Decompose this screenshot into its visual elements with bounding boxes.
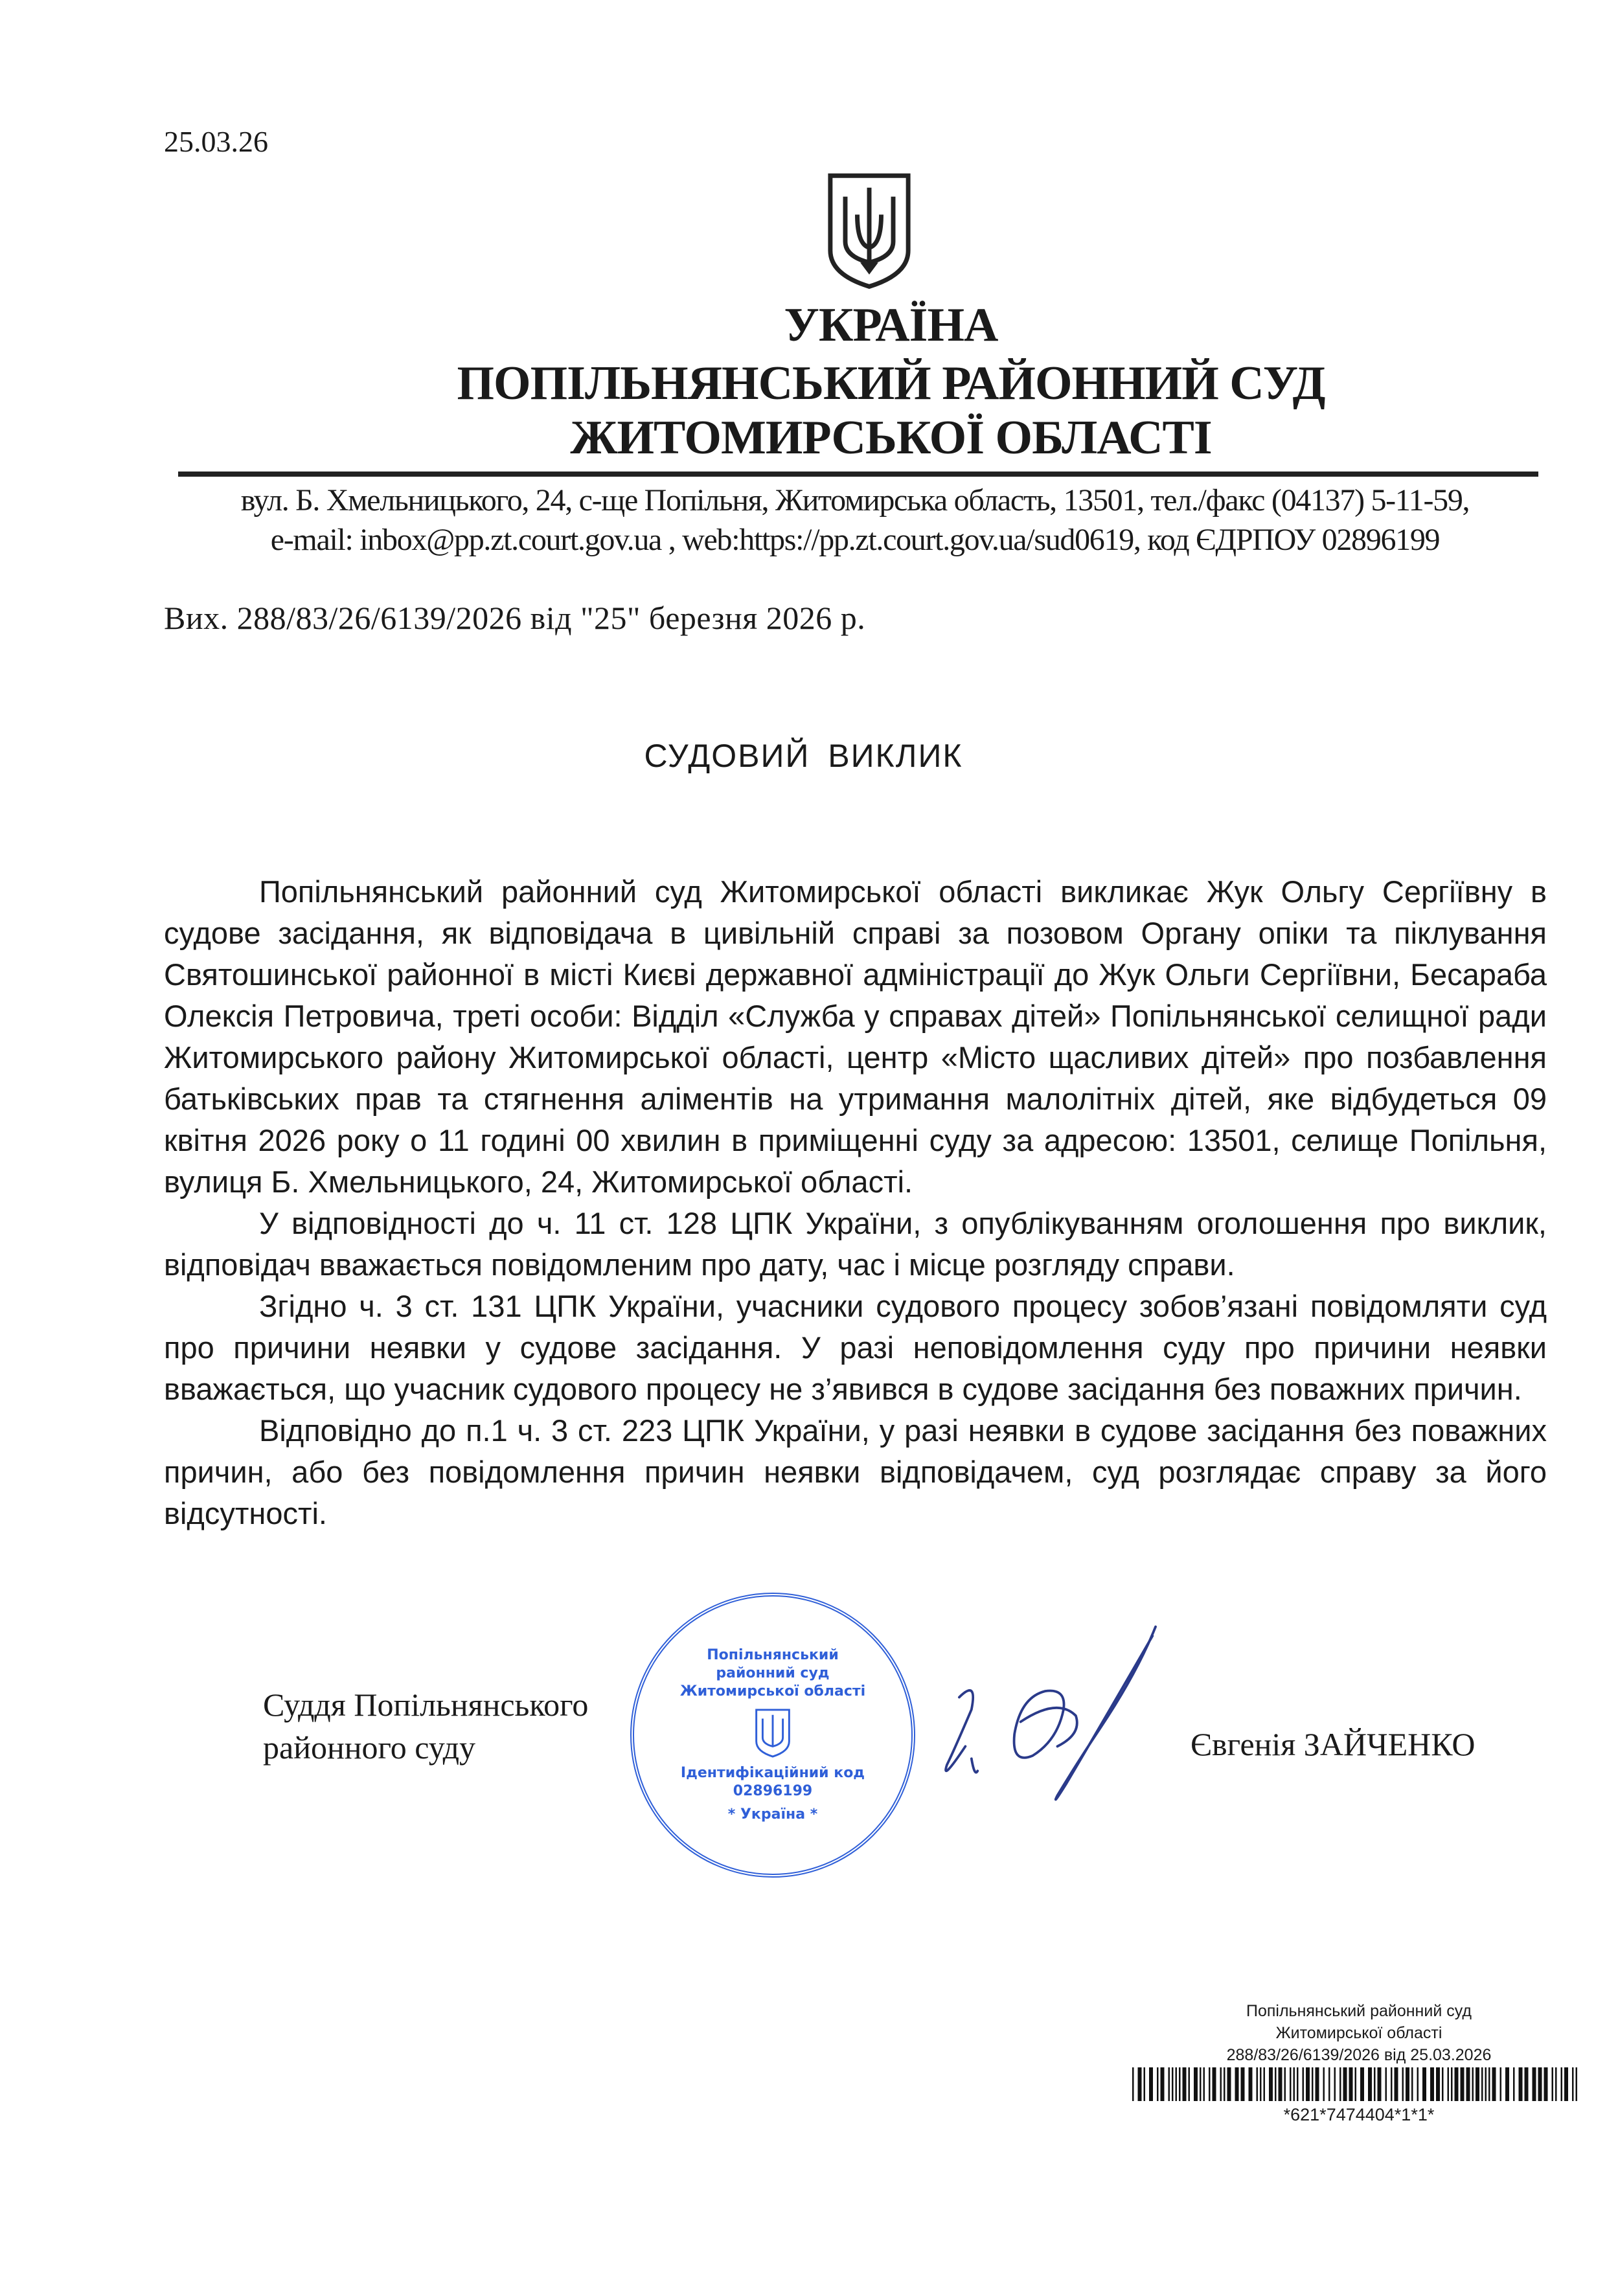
barcode-bar (1316, 2067, 1319, 2101)
barcode-bar (1132, 2067, 1134, 2101)
barcode-bar (1395, 2067, 1398, 2101)
barcode-bar (1328, 2067, 1330, 2101)
barcode-bar (1552, 2067, 1554, 2101)
barcode-bar (1472, 2067, 1474, 2101)
barcode-bar (1157, 2067, 1159, 2101)
barcode-bar (1500, 2067, 1502, 2101)
court-contacts: e-mail: inbox@pp.zt.court.gov.ua , web:https://pp.zt.court.gov.ua/sud0619, код ЄДРПОУ 02896199 (270, 523, 1440, 557)
barcode-bar (1485, 2067, 1487, 2101)
barcode-bar (1572, 2067, 1574, 2101)
registration-region: Житомирської області (1275, 2024, 1442, 2042)
document-body (164, 871, 1547, 1534)
date-stamp: 25.03.26 (164, 125, 268, 158)
barcode-bar (1168, 2067, 1170, 2101)
barcode-bar (1149, 2067, 1153, 2101)
barcode-bar (1378, 2067, 1382, 2101)
barcode-bar (1306, 2067, 1310, 2101)
barcode-bar (1476, 2067, 1479, 2101)
barcode-bar (1538, 2067, 1542, 2101)
barcode-bar (1355, 2067, 1357, 2101)
barcode-bar (1576, 2067, 1578, 2101)
barcode-bar (1564, 2067, 1568, 2101)
barcode-bar (1220, 2067, 1222, 2101)
barcode-bar (1334, 2067, 1336, 2101)
barcode-bar (1203, 2067, 1205, 2101)
body-paragraph: Попільнянський районний суд Житомирської області викликає Жук Ольгу Сергіївну в судове засідання, як відповідача в цивільній справі за позовом Органу опіки та піклування Святошинської районної в місті Києві державної адміністрації до Жук Ольги Сергіївни, Бесараба Олексія Петровича, треті особи: Відділ «Служба у справах дітей» Попільнянської селищної ради Житомирського району Житомирської області, центр «Місто щасливих дітей» про позбавлення батьківських прав та стягнення аліментів на утримання малолітніх дітей, яке відбудеться 09 квітня 2026 року о 11 годині 00 хвилин в приміщенні суду за адресою: 13501, селище Попільня, вулиця Б. Хмельницького, 24, Житомирської області. (164, 874, 1547, 1199)
barcode-bar (1224, 2067, 1225, 2101)
barcode-bar (1406, 2067, 1409, 2101)
document-title: СУДОВИЙ ВИКЛИК (644, 738, 963, 774)
trident-emblem-icon (824, 170, 915, 290)
barcode-bar (1275, 2067, 1277, 2101)
body-paragraph: Відповідно до п.1 ч. 3 ст. 223 ЦПК України, у разі неявки в судове засідання без поважних причин, або без повідомлення причин неявки відповідачем, суд розглядає справу за його відсутності. (164, 1413, 1547, 1530)
registration-court: Попільнянський районний суд (1246, 2002, 1472, 2020)
handwritten-signature (935, 1619, 1168, 1813)
barcode-bar (1442, 2067, 1444, 2101)
court-seal-stamp (630, 1593, 915, 1878)
barcode-bar (1260, 2067, 1262, 2101)
court-address: вул. Б. Хмельницького, 24, с-ще Попільня, Житомирська область, 13501, тел./факс (04137) 5-11-59, (240, 483, 1470, 517)
barcode-bar (1360, 2067, 1364, 2101)
barcode-bar (1402, 2067, 1404, 2101)
body-paragraph: У відповідності до ч. 11 ст. 128 ЦПК України, з опублікуванням оголошення про виклик, відповідач вважається повідомленим про дату, час і місце розгляду справи. (164, 1206, 1547, 1282)
barcode-bar (1209, 2067, 1211, 2101)
country-heading: УКРАЇНА (784, 299, 998, 352)
barcode-bar (1488, 2067, 1490, 2101)
barcode-bar (1561, 2067, 1563, 2101)
judge-position (263, 1683, 588, 1769)
barcode-bar (1297, 2067, 1299, 2101)
barcode-bar (1189, 2067, 1191, 2101)
barcode-bar (1461, 2067, 1465, 2101)
barcode-bar (1448, 2067, 1450, 2101)
barcode-bar (1138, 2067, 1142, 2101)
barcode-bar (1257, 2067, 1259, 2101)
barcode-bar (1269, 2067, 1273, 2101)
barcode-bar (1411, 2067, 1413, 2101)
body-paragraph: Згідно ч. 3 ст. 131 ЦПК України, учасники судового процесу зобов’язані повідомляти суд про причини неявки у судове засідання. У разі неповідомлення суду про причини неявки вважається, що учасник судового процесу не з’явився в судове засідання без поважних причин. (164, 1289, 1547, 1406)
barcode-bar (1374, 2067, 1376, 2101)
barcode-bar (1422, 2067, 1426, 2101)
region-heading: ЖИТОМИРСЬКОЇ ОБЛАСТІ (570, 411, 1212, 464)
stamp-inner-text: Ідентифікаційний код 02896199 (680, 1765, 865, 1799)
barcode-bar (1290, 2067, 1292, 2101)
header-divider (178, 472, 1538, 477)
barcode-bar (1436, 2067, 1440, 2101)
barcode-bar (1264, 2067, 1266, 2101)
barcode-bar (1161, 2067, 1165, 2101)
barcode-bar (1172, 2067, 1174, 2101)
signature-block (164, 1593, 1547, 1897)
barcode-bar (1555, 2067, 1557, 2101)
barcode-bar (1455, 2067, 1459, 2101)
barcode-bar (1284, 2067, 1286, 2101)
barcode-bar (1179, 2067, 1181, 2101)
judge-position-line1: Суддя Попільнянського (263, 1687, 589, 1723)
barcode-bar (1466, 2067, 1470, 2101)
barcode-bar (1213, 2067, 1216, 2101)
document-content (164, 871, 1547, 1897)
barcode-bar (1279, 2067, 1282, 2101)
barcode-bar (1513, 2067, 1515, 2101)
barcode-bar (1241, 2067, 1245, 2101)
barcode-bar (1235, 2067, 1239, 2101)
barcode-bar (1343, 2067, 1347, 2101)
barcode-bar (1312, 2067, 1314, 2101)
stamp-trident-icon (753, 1707, 792, 1758)
barcode-bar (1194, 2067, 1198, 2101)
barcode-bar (1303, 2067, 1305, 2101)
barcode-bar (1525, 2067, 1529, 2101)
barcode-bar (1391, 2067, 1393, 2101)
barcode-bar (1481, 2067, 1483, 2101)
stamp-outer-text: Попільнянський районний суд Житомирської області (679, 1647, 866, 1699)
barcode (1132, 2067, 1582, 2101)
barcode-bar (1368, 2067, 1372, 2101)
barcode-bar (1294, 2067, 1295, 2101)
barcode-bar (1519, 2067, 1523, 2101)
barcode-bar (1176, 2067, 1178, 2101)
stamp-bottom-text: * Україна * (727, 1806, 818, 1823)
barcode-bar (1430, 2067, 1434, 2101)
barcode-bar (1349, 2067, 1353, 2101)
outgoing-number: Вих. 288/83/26/6139/2026 від "25" березня 2026 р. (164, 600, 866, 636)
barcode-bar (1249, 2067, 1253, 2101)
barcode-number: *621*7474404*1*1* (1283, 2105, 1435, 2124)
registration-number: 288/83/26/6139/2026 від 25.03.2026 (1226, 2046, 1492, 2064)
judge-name: Євгенія ЗАЙЧЕНКО (1191, 1726, 1476, 1762)
barcode-bar (1492, 2067, 1496, 2101)
barcode-bar (1339, 2067, 1341, 2101)
court-heading: ПОПІЛЬНЯНСЬКИЙ РАЙОННИЙ СУД (457, 357, 1325, 410)
barcode-bar (1200, 2067, 1202, 2101)
judge-position-line2: районного суду (263, 1729, 476, 1766)
barcode-bar (1451, 2067, 1453, 2101)
barcode-bar (1533, 2067, 1536, 2101)
barcode-bar (1323, 2067, 1325, 2101)
barcode-bar (1144, 2067, 1146, 2101)
barcode-bar (1505, 2067, 1509, 2101)
barcode-bar (1544, 2067, 1548, 2101)
barcode-bar (1385, 2067, 1387, 2101)
barcode-bar (1417, 2067, 1419, 2101)
barcode-bar (1183, 2067, 1187, 2101)
barcode-bar (1227, 2067, 1231, 2101)
